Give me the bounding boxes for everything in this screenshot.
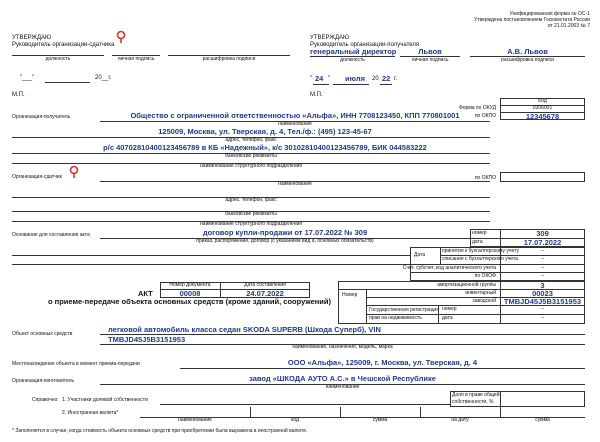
act-date: 24.07.2022 — [246, 289, 284, 298]
receiver-cap-address: адрес, телефон, факс — [225, 137, 277, 143]
sender-label: Организация-сдатчик — [12, 174, 62, 180]
receiver-label: Организация-получатель — [12, 114, 71, 120]
approve-left-subtitle: Руководитель организации-сдатчика — [12, 42, 115, 48]
location-value: ООО «Альфа», 125009, г. Москва, ул. Тверская, д. 4 — [287, 358, 478, 367]
approve-right-subtitle: Руководитель организации-получателя — [310, 42, 420, 48]
approve-left-date-year: 20__г. — [95, 75, 112, 81]
reg-sub: прав на недвижимость — [369, 315, 422, 321]
approve-right-cap-decode: расшифровка подписи — [501, 57, 554, 63]
receiver-cap-division: наименование структурного подразделения — [200, 163, 302, 169]
approve-right-mp: М.П. — [310, 92, 323, 98]
receiver-name: Общество с ограниченной ответственностью «Альфа», ИНН 7708123450, КПП 770801001 — [130, 111, 460, 120]
approve-right-position: генеральный директор — [310, 47, 397, 56]
act-number-label: Номер — [342, 292, 358, 298]
basis-date-label: дата — [472, 239, 483, 245]
basis-value: договор купли-продажи от 17.07.2022 № 309 — [202, 228, 368, 237]
object-name-line2: TMBJD45J5B3151953 — [108, 335, 186, 344]
amort-group-value: 3 — [540, 281, 545, 290]
act-label: АКТ — [138, 289, 153, 298]
reg-date-label: дата — [442, 315, 453, 321]
approve-left-mp: М.П. — [12, 92, 25, 98]
okpo2-label: по ОКПО — [474, 175, 496, 181]
form-header-line1: Унифицированная форма № ОС-1 — [509, 11, 590, 17]
act-subtitle: о приеме-передаче объекта основных средств (кроме зданий, сооружений) — [48, 297, 332, 306]
basis-cap: приказ, распоряжение, договор (с указанием вид а, основных обязательств) — [196, 238, 374, 244]
sender-cap-division: наименование структурного подразделения — [200, 221, 302, 227]
approve-right-decode: А.В. Львов — [507, 47, 548, 56]
acc-account-label: Счет, субсчет, код аналитического учета — [402, 265, 496, 271]
okud-value: 0306001 — [532, 105, 553, 111]
reg-label: Государственная регистрация — [369, 307, 439, 313]
receiver-cap-bank: банковские реквизиты — [225, 153, 277, 159]
share-label: Доля в праве общей собственности, % — [452, 392, 500, 405]
form-header-line3: от 21.01.2003 № 7 — [547, 23, 590, 29]
receiver-bank: р/с 40702810400123456789 в КБ «Надежный», к/с 30102810400123456789, БИК 044583222 — [103, 143, 427, 152]
factory-label: заводской — [472, 298, 496, 304]
inventory-label: инвентарный — [465, 290, 496, 296]
object-cap: наименование, назначение, модель, марка — [292, 344, 393, 350]
ref-cap-date: на дату — [451, 417, 469, 423]
approve-left-cap-position: должность — [45, 56, 71, 62]
acc-account-value: – — [541, 265, 544, 271]
approve-right-date-year-suffix: г. — [394, 76, 398, 82]
reference-label: Справочно: — [32, 397, 59, 403]
ref-cap-sum2: сумма — [535, 417, 550, 423]
ref-cap-code: код — [291, 417, 299, 423]
basis-label: Основание для составления акта — [12, 232, 90, 238]
manufacturer-label: Организация-изготовитель — [12, 378, 75, 384]
receiver-address: 125009, Москва, ул. Тверская, д. 4, Тел./ф.: (495) 123-45-67 — [158, 127, 372, 136]
reg-number-value: – — [541, 306, 544, 312]
ref-cap-name: наименование — [178, 417, 212, 423]
okud-label: Форма по ОКУД — [458, 105, 496, 111]
approve-right-title: УТВЕРЖДАЮ — [310, 35, 350, 41]
manufacturer-cap: наименование — [325, 384, 360, 390]
approve-left-cap-sign: личная подпись — [117, 56, 155, 62]
act-doc-date-label: Дата составления — [244, 282, 286, 288]
approve-left-title: УТВЕРЖДАЮ — [12, 35, 52, 41]
footnote: * Заполняется в случае, когда стоимость объекта основных средств при приобретении была выражена в иностранной валюте. — [12, 428, 308, 434]
code-header: Код — [538, 98, 547, 104]
object-name-line1: легковой автомобиль класса седан SKODA SUPERB (Шкода Суперб), VIN — [108, 325, 381, 334]
approve-right-date-day: 24 — [315, 74, 324, 83]
amort-group-label: амортизационной группы — [437, 282, 496, 288]
basis-number: 309 — [536, 229, 549, 238]
okpo-label: по ОКПО — [474, 113, 496, 119]
acc-accepted-label: принятия к бухгалтерскому учету — [442, 248, 519, 254]
approve-right-cap-position: должность — [340, 57, 365, 63]
ref-cap-sum: сумма — [372, 417, 388, 423]
approve-right-date-month: июля — [345, 74, 365, 83]
location-pin-icon — [115, 30, 127, 44]
acc-date-label: Дата — [414, 252, 426, 258]
okof-label: по ОКОФ — [474, 273, 496, 279]
factory-value: TMBJD45J5B3151953 — [503, 297, 582, 306]
reg-date-value: – — [541, 315, 544, 321]
sender-cap-bank: банковские реквизиты — [225, 211, 277, 217]
approve-right-sign: Львов — [418, 47, 442, 56]
sender-cap-name: наименование — [278, 181, 312, 187]
form-header-line2: Утверждена постановлением Госкомстата России — [474, 17, 590, 23]
approve-left-cap-decode: расшифровка подписи — [202, 56, 256, 62]
acc-written-off-value: – — [541, 256, 544, 262]
manufacturer-value: завод «ШКОДА АУТО А.С.» в Чешской Республике — [249, 374, 436, 383]
receiver-cap-name: наименование — [278, 121, 312, 127]
sender-cap-address: адрес, телефон, факс — [225, 197, 277, 203]
reg-number-label: номер — [442, 306, 457, 312]
inventory-value: 00023 — [532, 289, 553, 298]
act-doc-num-label: Номер документа — [169, 282, 211, 288]
reference-item1: 1. Участники долевой собственности — [62, 397, 148, 403]
object-label: Объект основных средств — [12, 331, 73, 337]
approve-left-date-day: "___" — [20, 75, 35, 81]
approve-right-cap-sign: личная подпись — [411, 57, 449, 63]
basis-date: 17.07.2022 — [523, 238, 562, 247]
location-pin-icon — [68, 165, 80, 179]
approve-right-date-year: 22 — [382, 74, 391, 83]
acc-accepted-value: – — [541, 248, 544, 254]
okof-value: – — [541, 273, 544, 279]
basis-number-label: номер — [472, 230, 487, 236]
okpo-value: 12345678 — [525, 112, 560, 121]
location-label: Местонахождение объекта в момент приема-передачи — [12, 361, 140, 367]
act-number: 00008 — [179, 289, 201, 298]
acc-written-off-label: списания с бухгалтерского учета — [442, 256, 518, 262]
approve-right-date-year-prefix: 20 — [372, 76, 379, 82]
reference-item2: 2. Иностранная валюта* — [62, 410, 119, 416]
